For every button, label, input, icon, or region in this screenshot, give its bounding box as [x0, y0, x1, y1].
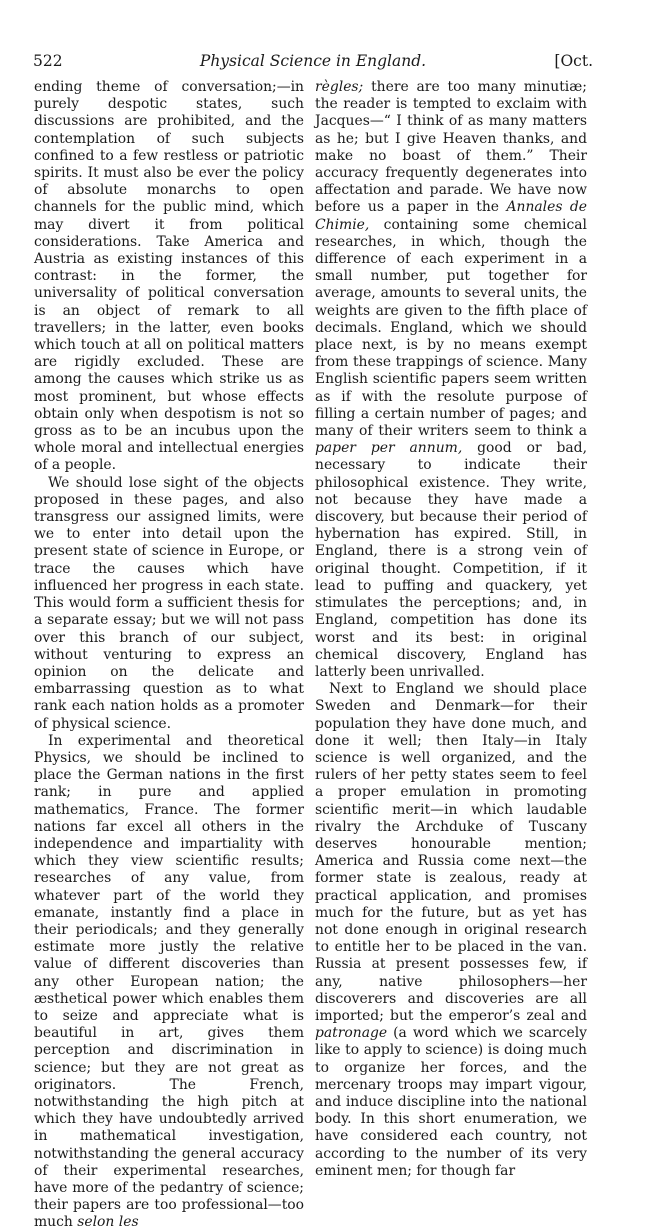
left-column	[34, 79, 304, 1232]
page-number: 522	[33, 52, 63, 70]
paragraph-text: In experimental and theoretical Physics, we should be inclined to place the German nations in the first rank; in pure and applied mathematics, France. The former nations far excel all others in the independence and impartiality with which they view scientific results; researches of any value, from whatever part of the world they emanate, instantly find a place in their periodicals; and they generally estimate more justly the relative value of different discoveries than any other European nation; the æsthetical power which enables them to seize and appreciate what is beautiful in art, gives them perception and discrimination in science; but they are not great as originators. The French, notwithstanding the high pitch at which they have undoubtedly arrived in mathematical investigation, notwithstanding the general accuracy of their experimental researches, have more of the pedantry of science; their papers are too professional—too much	[34, 732, 304, 1231]
right-column	[315, 79, 587, 1180]
journal-title: Annales de Chimie,	[315, 199, 588, 233]
paragraph	[315, 79, 587, 681]
italic-phrase: patronage	[315, 1025, 388, 1042]
paragraph	[34, 79, 304, 475]
italic-phrase: selon les	[77, 1214, 139, 1231]
paragraph	[34, 475, 304, 733]
paragraph-text: Next to England we should place Sweden and Denmark—for their population they have done much, and done it well; then Italy—in Italy science is well organized, and the rulers of her petty states seem to feel a proper emulation in promoting scientific merit—in which laudable rivalry the Archduke of Tuscany deserves honourable mention; America and Russia come next—the former state is zealous, ready at practical application, and promises much for the future, but as yet has not done enough in original research to entitle her to be placed in the van. Russia at present possesses few, if any, native philosophers—her discoverers and discoveries are all imported; but the emperor’s zeal and	[315, 681, 587, 1024]
paragraph	[34, 733, 304, 1232]
issue-month: [Oct.	[554, 52, 593, 70]
running-title: Physical Science in England.	[199, 52, 427, 70]
italic-phrase: règles;	[315, 79, 364, 95]
paragraph	[315, 681, 587, 1180]
italic-phrase: paper per annum,	[315, 440, 463, 457]
paragraph-text: ending theme of conversation;—in purely despotic states, such discussions are prohibited, and the contemplation of such subjects confined to a few restless or patriotic spirits. It must also be ever the policy of absolute monarchs to open channels for the public mind, which may divert it from political considerations. Take America and Austria as existing instances of this contrast: in the former, the universality of political conversation is an object of remark to all travellers; in the latter, even books which touch at all on political matters are rigidly excluded. These are among the causes which strike us as most prominent, but whose effects obtain only when despotism is not so gross as to be an incubus upon the whole moral and intellectual energies of a people.	[34, 79, 304, 474]
paragraph-text: We should lose sight of the objects proposed in these pages, and also transgress our assigned limits, were we to enter into detail upon the present state of science in Europe, or trace the causes which have influenced her progress in each state. This would form a sufficient thesis for a separate essay; but we will not pass over this branch of our subject, without venturing to express an opinion on the delicate and embarrassing question as to what rank each nation holds as a promoter of physical science.	[34, 474, 304, 732]
paragraph-text: good or bad, necessary to indicate their philosophical existence. They write, not because they have made a discovery, but because their period of hybernation has expired. Still, in England, there is a strong vein of original thought. Competition, if it lead to puffing and quackery, yet stimulates the perceptions; and, in England, competition has done its worst and its best: in original chemical discovery, England has latterly been unrivalled.	[315, 440, 587, 680]
paragraph-text: there are too many minutiæ; the reader is tempted to exclaim with Jacques—“ I think of as many matters as he; but I give Heaven thanks, and make no boast of them.” Their accuracy frequently degenerates into affectation and parade. We have now before us a paper in the	[315, 79, 587, 216]
running-header	[33, 52, 593, 72]
paragraph-text: containing some chemical researches, in which, though the difference of each experiment in a small number, put together for average, amounts to several units, the weights are given to the fifth place of decimals. England, which we should place next, is by no means exempt from these trappings of science. Many English scientific papers seem written as if with the resolute purpose of filling a certain number of pages; and many of their writers seem to think a	[315, 216, 587, 440]
paragraph-text: (a word which we scarcely like to apply to science) is doing much to organize her forces, and the mercenary troops may impart vigour, and induce discipline into the national body. In this short enumeration, we have considered each country, not according to the number of its very eminent men; for though far	[315, 1025, 587, 1179]
